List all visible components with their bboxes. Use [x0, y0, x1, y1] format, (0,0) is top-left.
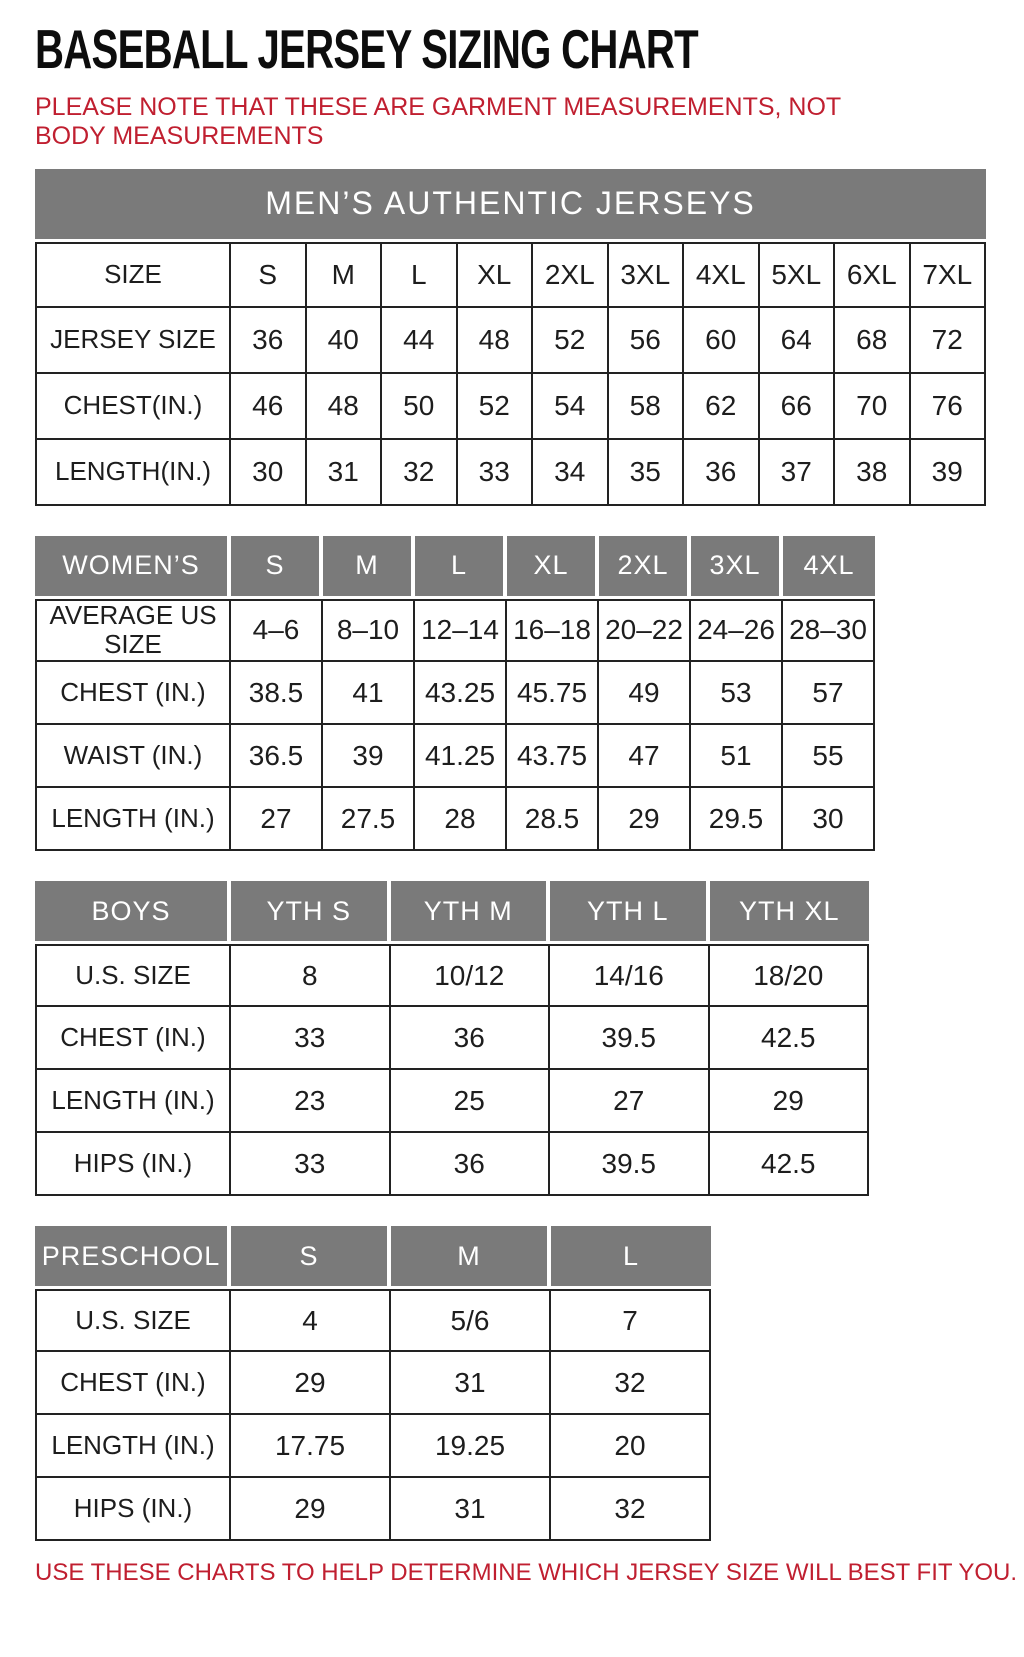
value-cell: 20	[551, 1415, 711, 1478]
value-cell: M	[307, 242, 383, 308]
table-header-cell: YTH XL	[710, 881, 870, 944]
table-row	[35, 1415, 711, 1478]
value-cell: 57	[783, 662, 875, 725]
value-cell: 48	[458, 308, 534, 374]
value-cell: 36	[231, 308, 307, 374]
value-cell: 12–14	[415, 599, 507, 663]
value-cell: 45.75	[507, 662, 599, 725]
table-header-cell: L	[415, 536, 507, 599]
value-cell: S	[231, 242, 307, 308]
value-cell: XL	[458, 242, 534, 308]
table-row	[35, 662, 875, 725]
value-cell: 29	[710, 1070, 870, 1133]
row-label-cell: AVERAGE US SIZE	[35, 599, 231, 663]
value-cell: 32	[551, 1352, 711, 1415]
table-header-cell: S	[231, 536, 323, 599]
value-cell: 39	[911, 440, 987, 506]
row-label-cell: U.S. SIZE	[35, 1289, 231, 1352]
value-cell: 27	[550, 1070, 710, 1133]
value-cell: 37	[760, 440, 836, 506]
value-cell: 23	[231, 1070, 391, 1133]
value-cell: L	[382, 242, 458, 308]
value-cell: 7XL	[911, 242, 987, 308]
value-cell: 52	[458, 374, 534, 440]
value-cell: 20–22	[599, 599, 691, 663]
table-row	[35, 440, 986, 506]
table-header-label: BOYS	[35, 881, 231, 944]
row-label-cell: CHEST (IN.)	[35, 662, 231, 725]
value-cell: 28	[415, 788, 507, 851]
value-cell: 43.75	[507, 725, 599, 788]
value-cell: 40	[307, 308, 383, 374]
value-cell: 41.25	[415, 725, 507, 788]
table-header-cell: M	[323, 536, 415, 599]
table-row	[35, 599, 875, 663]
garment-measurements-note: PLEASE NOTE THAT THESE ARE GARMENT MEASUREMENTS, NOT BODY MEASUREMENTS	[35, 93, 841, 150]
value-cell: 36.5	[231, 725, 323, 788]
value-cell: 2XL	[533, 242, 609, 308]
value-cell: 16–18	[507, 599, 599, 663]
table-header-cell: 4XL	[783, 536, 875, 599]
value-cell: 3XL	[609, 242, 685, 308]
value-cell: 29.5	[691, 788, 783, 851]
value-cell: 32	[551, 1478, 711, 1541]
value-cell: 4–6	[231, 599, 323, 663]
value-cell: 27	[231, 788, 323, 851]
value-cell: 30	[783, 788, 875, 851]
value-cell: 31	[391, 1478, 551, 1541]
footer-note: USE THESE CHARTS TO HELP DETERMINE WHICH JERSEY SIZE WILL BEST FIT YOU.	[35, 1559, 1018, 1587]
value-cell: 43.25	[415, 662, 507, 725]
value-cell: 5/6	[391, 1289, 551, 1352]
value-cell: 36	[684, 440, 760, 506]
value-cell: 35	[609, 440, 685, 506]
value-cell: 10/12	[391, 944, 551, 1007]
page-title-text: BASEBALL JERSEY SIZING CHART	[35, 18, 698, 80]
value-cell: 33	[458, 440, 534, 506]
value-cell: 19.25	[391, 1415, 551, 1478]
value-cell: 47	[599, 725, 691, 788]
row-label-cell: LENGTH(IN.)	[35, 440, 231, 506]
value-cell: 39.5	[550, 1007, 710, 1070]
table-row	[35, 1352, 711, 1415]
table-header-cell: L	[551, 1226, 711, 1289]
table-row	[35, 308, 986, 374]
value-cell: 39	[323, 725, 415, 788]
value-cell: 7	[551, 1289, 711, 1352]
table-row	[35, 1070, 869, 1133]
table-header-row	[35, 881, 869, 944]
value-cell: 5XL	[760, 242, 836, 308]
table-row	[35, 788, 875, 851]
row-label-cell: LENGTH (IN.)	[35, 1070, 231, 1133]
preschool-jerseys-table	[35, 1226, 1024, 1541]
row-label-cell: CHEST (IN.)	[35, 1007, 231, 1070]
preschool-size-grid	[35, 1226, 711, 1541]
value-cell: 28.5	[507, 788, 599, 851]
value-cell: 32	[382, 440, 458, 506]
table-row	[35, 725, 875, 788]
value-cell: 25	[391, 1070, 551, 1133]
page-title	[35, 18, 1024, 80]
boys-jerseys-table	[35, 881, 1024, 1196]
value-cell: 46	[231, 374, 307, 440]
table-header-cell: YTH L	[550, 881, 710, 944]
table-header-cell: YTH S	[231, 881, 391, 944]
value-cell: 8–10	[323, 599, 415, 663]
table-row	[35, 944, 869, 1007]
table-header-cell: M	[391, 1226, 551, 1289]
value-cell: 49	[599, 662, 691, 725]
table-row	[35, 374, 986, 440]
table-row	[35, 1478, 711, 1541]
value-cell: 44	[382, 308, 458, 374]
table-row	[35, 242, 986, 308]
table-row	[35, 1289, 711, 1352]
value-cell: 14/16	[550, 944, 710, 1007]
table-header-row	[35, 1226, 711, 1289]
value-cell: 18/20	[710, 944, 870, 1007]
table-header-cell: XL	[507, 536, 599, 599]
value-cell: 41	[323, 662, 415, 725]
value-cell: 39.5	[550, 1133, 710, 1196]
value-cell: 33	[231, 1133, 391, 1196]
value-cell: 51	[691, 725, 783, 788]
value-cell: 29	[231, 1352, 391, 1415]
row-label-cell: CHEST(IN.)	[35, 374, 231, 440]
value-cell: 24–26	[691, 599, 783, 663]
value-cell: 6XL	[835, 242, 911, 308]
value-cell: 36	[391, 1007, 551, 1070]
row-label-cell: JERSEY SIZE	[35, 308, 231, 374]
value-cell: 58	[609, 374, 685, 440]
value-cell: 76	[911, 374, 987, 440]
value-cell: 48	[307, 374, 383, 440]
value-cell: 52	[533, 308, 609, 374]
value-cell: 72	[911, 308, 987, 374]
value-cell: 53	[691, 662, 783, 725]
value-cell: 60	[684, 308, 760, 374]
womens-size-grid	[35, 536, 875, 852]
row-label-cell: HIPS (IN.)	[35, 1478, 231, 1541]
value-cell: 8	[231, 944, 391, 1007]
value-cell: 4XL	[684, 242, 760, 308]
table-header-cell: 2XL	[599, 536, 691, 599]
table-header-cell: YTH M	[391, 881, 551, 944]
value-cell: 17.75	[231, 1415, 391, 1478]
boys-size-grid	[35, 881, 869, 1196]
row-label-cell: U.S. SIZE	[35, 944, 231, 1007]
value-cell: 56	[609, 308, 685, 374]
table-header-cell: S	[231, 1226, 391, 1289]
value-cell: 31	[307, 440, 383, 506]
value-cell: 33	[231, 1007, 391, 1070]
mens-table-banner: MEN’S AUTHENTIC JERSEYS	[35, 169, 986, 239]
row-label-cell: WAIST (IN.)	[35, 725, 231, 788]
value-cell: 38	[835, 440, 911, 506]
value-cell: 30	[231, 440, 307, 506]
value-cell: 70	[835, 374, 911, 440]
value-cell: 50	[382, 374, 458, 440]
value-cell: 42.5	[710, 1133, 870, 1196]
value-cell: 28–30	[783, 599, 875, 663]
table-header-label: PRESCHOOL	[35, 1226, 231, 1289]
row-label-cell: HIPS (IN.)	[35, 1133, 231, 1196]
table-row	[35, 1133, 869, 1196]
value-cell: 54	[533, 374, 609, 440]
row-label-cell: CHEST (IN.)	[35, 1352, 231, 1415]
table-row	[35, 1007, 869, 1070]
value-cell: 29	[599, 788, 691, 851]
value-cell: 27.5	[323, 788, 415, 851]
value-cell: 29	[231, 1478, 391, 1541]
value-cell: 64	[760, 308, 836, 374]
row-label-cell: LENGTH (IN.)	[35, 788, 231, 851]
value-cell: 38.5	[231, 662, 323, 725]
value-cell: 42.5	[710, 1007, 870, 1070]
table-header-row	[35, 536, 875, 599]
table-header-cell: 3XL	[691, 536, 783, 599]
row-label-cell: LENGTH (IN.)	[35, 1415, 231, 1478]
womens-jerseys-table	[35, 536, 1024, 852]
value-cell: 36	[391, 1133, 551, 1196]
value-cell: 34	[533, 440, 609, 506]
row-label-cell: SIZE	[35, 242, 231, 308]
mens-jerseys-table	[35, 169, 1024, 506]
value-cell: 66	[760, 374, 836, 440]
value-cell: 62	[684, 374, 760, 440]
table-header-label: WOMEN’S	[35, 536, 231, 599]
mens-size-grid	[35, 242, 986, 506]
value-cell: 4	[231, 1289, 391, 1352]
value-cell: 31	[391, 1352, 551, 1415]
value-cell: 68	[835, 308, 911, 374]
value-cell: 55	[783, 725, 875, 788]
